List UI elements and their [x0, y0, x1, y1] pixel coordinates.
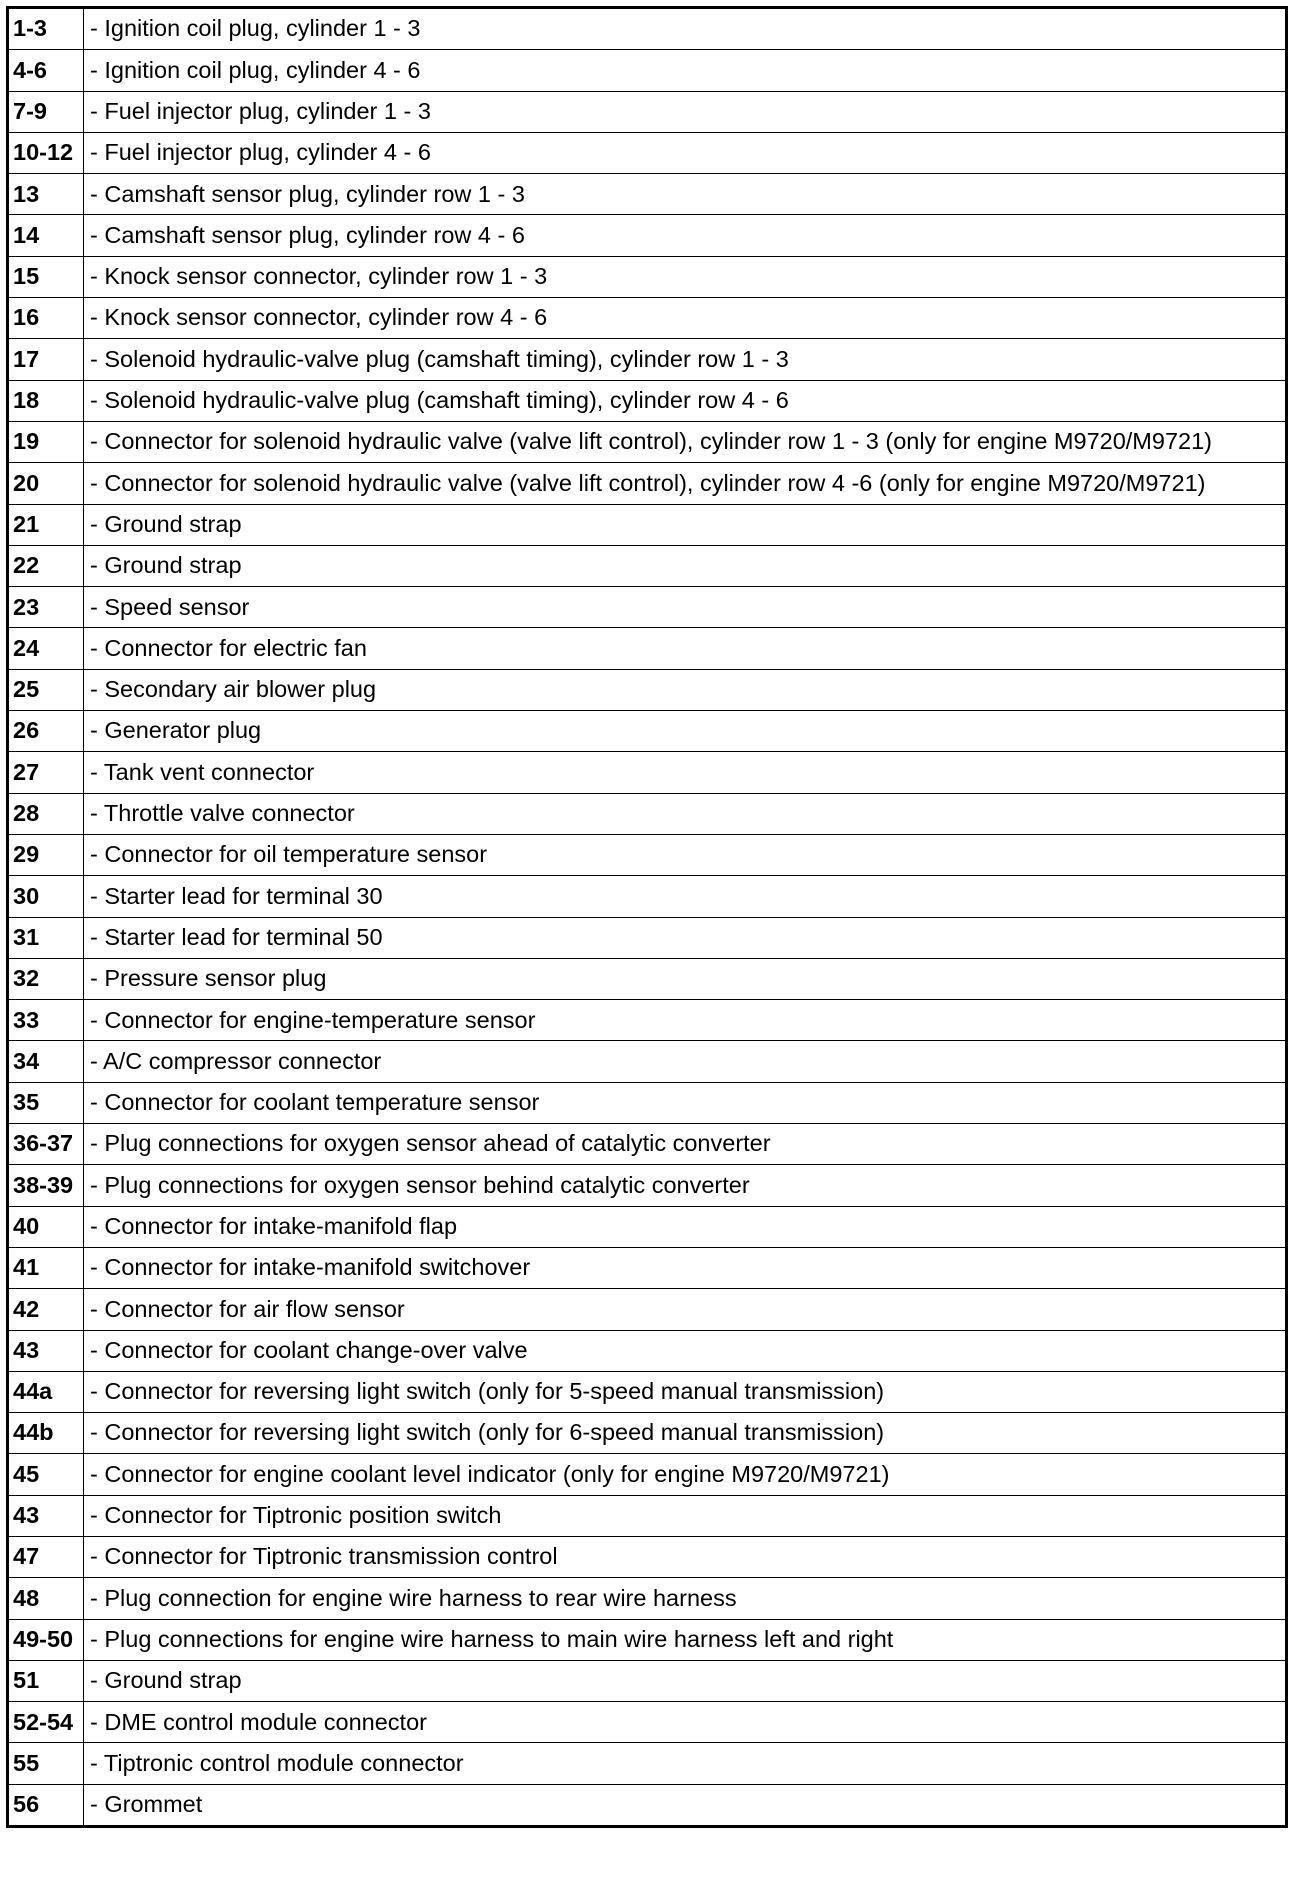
table-row [8, 1413, 1287, 1454]
item-description: - Connector for solenoid hydraulic valve (valve lift control), cylinder row 4 -6 (only for engine M9720/M9721) [84, 463, 1287, 504]
table-row [8, 1206, 1287, 1247]
item-description: - Solenoid hydraulic-valve plug (camshaft timing), cylinder row 1 - 3 [84, 339, 1287, 380]
table-row [8, 380, 1287, 421]
item-number: 55 [8, 1743, 84, 1784]
item-number: 16 [8, 298, 84, 339]
item-description: - A/C compressor connector [84, 1041, 1287, 1082]
item-number: 43 [8, 1330, 84, 1371]
table-row [8, 1165, 1287, 1206]
item-number: 26 [8, 711, 84, 752]
table-row [8, 628, 1287, 669]
table-row [8, 752, 1287, 793]
item-number: 4-6 [8, 50, 84, 91]
item-description: - Connector for solenoid hydraulic valve (valve lift control), cylinder row 1 - 3 (only for engine M9720/M9721) [84, 421, 1287, 462]
table-row [8, 1660, 1287, 1701]
item-description: - Plug connection for engine wire harness to rear wire harness [84, 1578, 1287, 1619]
item-number: 48 [8, 1578, 84, 1619]
item-number: 24 [8, 628, 84, 669]
item-description: - Connector for Tiptronic position switch [84, 1495, 1287, 1536]
table-row [8, 1041, 1287, 1082]
table-row [8, 1536, 1287, 1577]
item-number: 25 [8, 669, 84, 710]
table-row [8, 339, 1287, 380]
item-number: 19 [8, 421, 84, 462]
item-description: - Knock sensor connector, cylinder row 4 - 6 [84, 298, 1287, 339]
item-number: 22 [8, 545, 84, 586]
item-description: - Ignition coil plug, cylinder 1 - 3 [84, 8, 1287, 50]
table-row [8, 587, 1287, 628]
table-row [8, 50, 1287, 91]
table-row [8, 876, 1287, 917]
item-number: 30 [8, 876, 84, 917]
item-description: - Connector for oil temperature sensor [84, 834, 1287, 875]
item-number: 40 [8, 1206, 84, 1247]
item-number: 35 [8, 1082, 84, 1123]
item-description: - DME control module connector [84, 1702, 1287, 1743]
item-number: 45 [8, 1454, 84, 1495]
item-number: 44b [8, 1413, 84, 1454]
item-number: 42 [8, 1289, 84, 1330]
item-description: - Ground strap [84, 504, 1287, 545]
item-description: - Fuel injector plug, cylinder 1 - 3 [84, 91, 1287, 132]
item-number: 20 [8, 463, 84, 504]
table-row [8, 1619, 1287, 1660]
item-description: - Plug connections for engine wire harness to main wire harness left and right [84, 1619, 1287, 1660]
item-description: - Connector for engine-temperature sensor [84, 1000, 1287, 1041]
item-number: 52-54 [8, 1702, 84, 1743]
table-row [8, 1330, 1287, 1371]
item-number: 33 [8, 1000, 84, 1041]
table-row [8, 174, 1287, 215]
table-row [8, 1124, 1287, 1165]
item-description: - Connector for air flow sensor [84, 1289, 1287, 1330]
item-description: - Starter lead for terminal 30 [84, 876, 1287, 917]
table-row [8, 421, 1287, 462]
item-description: - Generator plug [84, 711, 1287, 752]
table-row [8, 1371, 1287, 1412]
item-number: 15 [8, 256, 84, 297]
table-row [8, 1289, 1287, 1330]
table-row [8, 1000, 1287, 1041]
table-row [8, 711, 1287, 752]
item-description: - Secondary air blower plug [84, 669, 1287, 710]
item-description: - Throttle valve connector [84, 793, 1287, 834]
item-description: - Plug connections for oxygen sensor ahead of catalytic converter [84, 1124, 1287, 1165]
item-number: 38-39 [8, 1165, 84, 1206]
item-description: - Tiptronic control module connector [84, 1743, 1287, 1784]
item-description: - Connector for electric fan [84, 628, 1287, 669]
item-description: - Ground strap [84, 1660, 1287, 1701]
table-row [8, 669, 1287, 710]
item-description: - Connector for intake-manifold flap [84, 1206, 1287, 1247]
item-number: 56 [8, 1784, 84, 1826]
item-description: - Plug connections for oxygen sensor behind catalytic converter [84, 1165, 1287, 1206]
item-number: 1-3 [8, 8, 84, 50]
item-number: 49-50 [8, 1619, 84, 1660]
item-description: - Knock sensor connector, cylinder row 1 - 3 [84, 256, 1287, 297]
item-number: 36-37 [8, 1124, 84, 1165]
item-number: 31 [8, 917, 84, 958]
item-number: 27 [8, 752, 84, 793]
item-description: - Connector for reversing light switch (only for 6-speed manual transmission) [84, 1413, 1287, 1454]
table-row [8, 215, 1287, 256]
table-row [8, 91, 1287, 132]
item-number: 32 [8, 958, 84, 999]
table-row [8, 793, 1287, 834]
item-number: 28 [8, 793, 84, 834]
item-description: - Starter lead for terminal 50 [84, 917, 1287, 958]
table-row [8, 1454, 1287, 1495]
table-row [8, 1247, 1287, 1288]
table-row [8, 256, 1287, 297]
item-description: - Connector for engine coolant level indicator (only for engine M9720/M9721) [84, 1454, 1287, 1495]
item-description: - Connector for Tiptronic transmission control [84, 1536, 1287, 1577]
table-row [8, 1743, 1287, 1784]
item-description: - Fuel injector plug, cylinder 4 - 6 [84, 132, 1287, 173]
item-number: 43 [8, 1495, 84, 1536]
item-number: 7-9 [8, 91, 84, 132]
table-row [8, 132, 1287, 173]
item-number: 41 [8, 1247, 84, 1288]
table-row [8, 1784, 1287, 1826]
item-number: 13 [8, 174, 84, 215]
table-row [8, 917, 1287, 958]
item-description: - Connector for coolant temperature sensor [84, 1082, 1287, 1123]
item-number: 51 [8, 1660, 84, 1701]
table-row [8, 1702, 1287, 1743]
item-description: - Grommet [84, 1784, 1287, 1826]
item-number: 47 [8, 1536, 84, 1577]
item-number: 10-12 [8, 132, 84, 173]
table-row [8, 545, 1287, 586]
item-description: - Camshaft sensor plug, cylinder row 1 - 3 [84, 174, 1287, 215]
item-number: 29 [8, 834, 84, 875]
item-number: 44a [8, 1371, 84, 1412]
item-number: 23 [8, 587, 84, 628]
table-row [8, 1495, 1287, 1536]
item-description: - Connector for intake-manifold switchover [84, 1247, 1287, 1288]
table-row [8, 298, 1287, 339]
item-description: - Camshaft sensor plug, cylinder row 4 - 6 [84, 215, 1287, 256]
legend-table-body [8, 8, 1287, 1827]
item-number: 14 [8, 215, 84, 256]
item-description: - Tank vent connector [84, 752, 1287, 793]
item-description: - Solenoid hydraulic-valve plug (camshaft timing), cylinder row 4 - 6 [84, 380, 1287, 421]
item-description: - Ignition coil plug, cylinder 4 - 6 [84, 50, 1287, 91]
item-description: - Speed sensor [84, 587, 1287, 628]
table-row [8, 463, 1287, 504]
table-row [8, 504, 1287, 545]
table-row [8, 958, 1287, 999]
table-row [8, 1082, 1287, 1123]
item-description: - Pressure sensor plug [84, 958, 1287, 999]
table-row [8, 834, 1287, 875]
table-row [8, 1578, 1287, 1619]
legend-table [6, 6, 1288, 1828]
item-number: 17 [8, 339, 84, 380]
item-description: - Connector for coolant change-over valve [84, 1330, 1287, 1371]
item-description: - Ground strap [84, 545, 1287, 586]
table-row [8, 8, 1287, 50]
item-number: 34 [8, 1041, 84, 1082]
item-number: 21 [8, 504, 84, 545]
item-number: 18 [8, 380, 84, 421]
item-description: - Connector for reversing light switch (only for 5-speed manual transmission) [84, 1371, 1287, 1412]
